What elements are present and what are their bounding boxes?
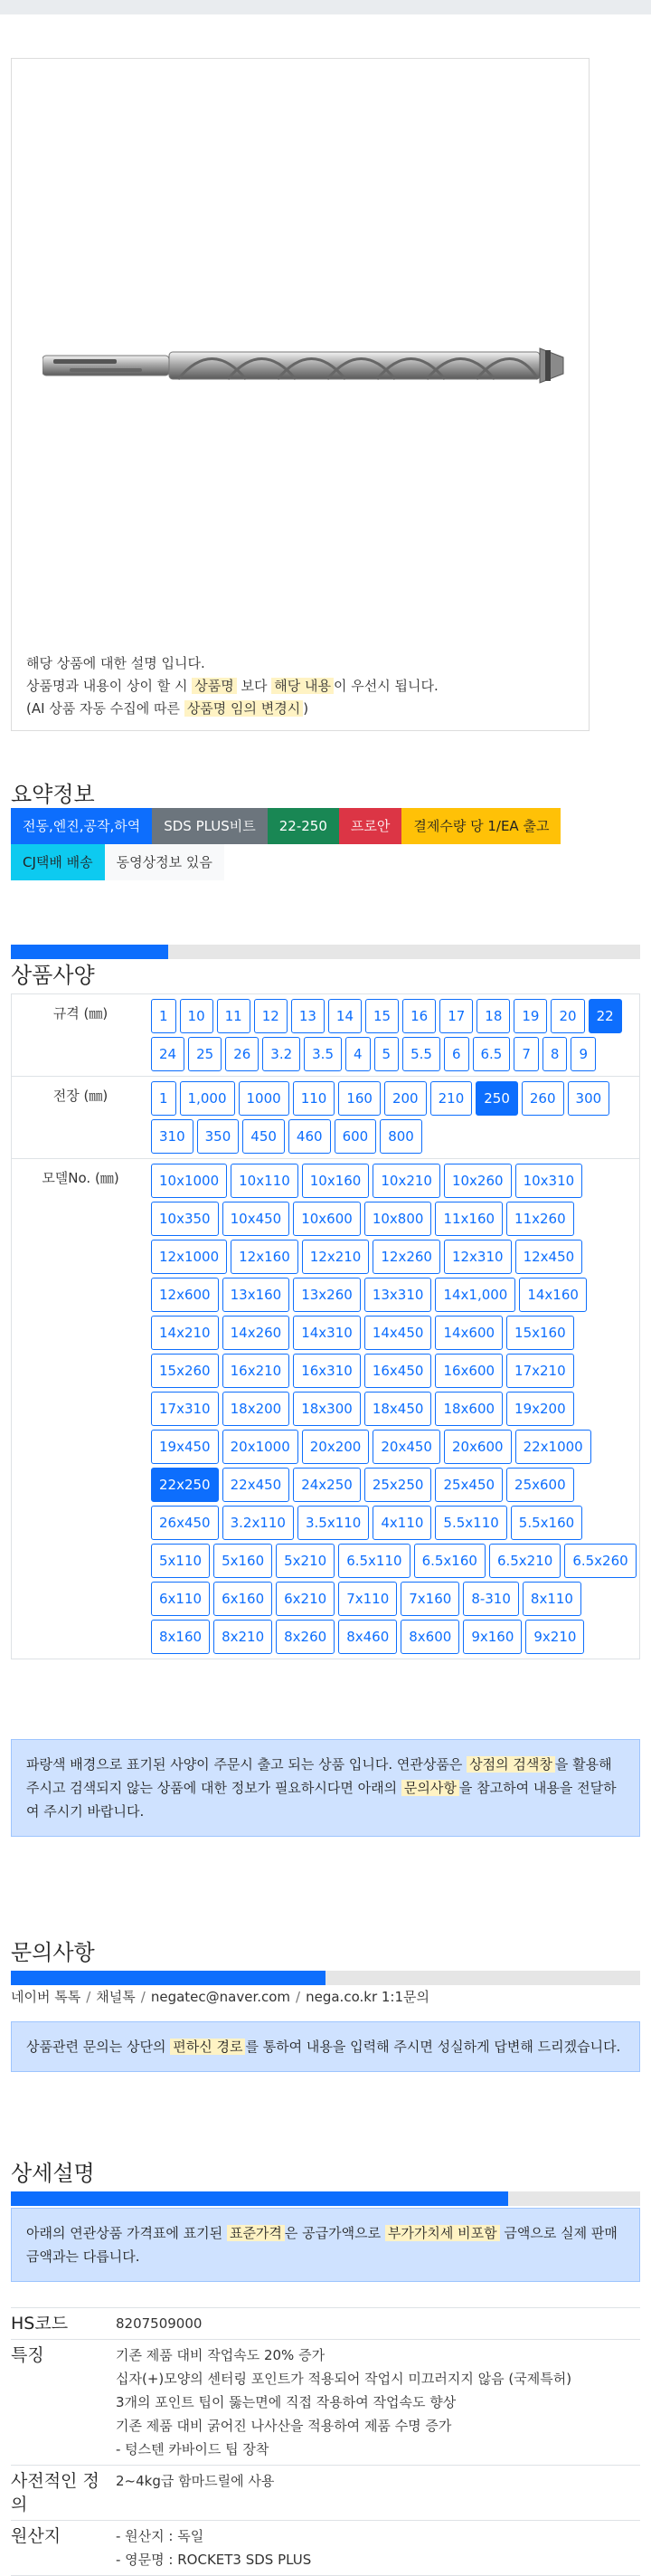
desc-text: 이 우선시 됩니다. bbox=[334, 678, 439, 694]
spec-option[interactable]: 12x1000 bbox=[151, 1240, 227, 1274]
spec-row bbox=[12, 1077, 639, 1159]
inquiry-progress-bar bbox=[11, 1971, 640, 1985]
spec-option[interactable]: 5.5x160 bbox=[511, 1506, 582, 1540]
spec-option[interactable]: 5.5x110 bbox=[435, 1506, 506, 1540]
spec-option[interactable]: 350 bbox=[197, 1119, 240, 1154]
spec-option[interactable]: 7x110 bbox=[338, 1582, 397, 1616]
spec-option[interactable]: 25 bbox=[188, 1037, 222, 1071]
detail-title: 상세설명 bbox=[11, 2161, 95, 2186]
spec-option[interactable]: 25x450 bbox=[435, 1468, 503, 1502]
spec-option[interactable]: 450 bbox=[242, 1119, 285, 1154]
highlight: 상점의 검색창 bbox=[467, 1756, 555, 1773]
spec-option[interactable]: 10x260 bbox=[444, 1164, 512, 1198]
info-label: 원산지 bbox=[11, 2526, 61, 2546]
spec-option[interactable]: 18x450 bbox=[364, 1392, 432, 1426]
info-line: 기존 제품 대비 작업속도 20% 증가 bbox=[116, 2347, 326, 2363]
summary-tag: 22-250 bbox=[268, 808, 339, 844]
info-row bbox=[11, 2308, 640, 2340]
spec-option[interactable]: 10x110 bbox=[231, 1164, 298, 1198]
spec-option[interactable]: 8x600 bbox=[401, 1620, 459, 1654]
spec-options bbox=[149, 1077, 639, 1158]
spec-option[interactable]: 8x260 bbox=[276, 1620, 335, 1654]
desc-line-3 bbox=[26, 698, 439, 720]
inquiry-progress-fill bbox=[11, 1971, 326, 1985]
desc-line-2 bbox=[26, 675, 439, 698]
spec-option[interactable]: 14x260 bbox=[222, 1316, 290, 1350]
info-row bbox=[11, 2466, 640, 2521]
spec-option[interactable]: 600 bbox=[335, 1119, 377, 1154]
desc-text: 상품명과 내용이 상이 할 시 bbox=[26, 678, 188, 694]
spec-option[interactable]: 8 bbox=[542, 1037, 568, 1071]
spec-option[interactable]: 10x310 bbox=[515, 1164, 583, 1198]
spec-option[interactable]: 14x1,000 bbox=[435, 1278, 515, 1312]
spec-option[interactable]: 8x160 bbox=[151, 1620, 210, 1654]
note-text: 아래의 연관상품 가격표에 표기된 bbox=[26, 2225, 223, 2241]
spec-option[interactable]: 18x600 bbox=[435, 1392, 503, 1426]
spec-option[interactable]: 26 bbox=[225, 1037, 259, 1071]
info-value bbox=[116, 2466, 640, 2520]
spec-option[interactable]: 16 bbox=[402, 999, 436, 1033]
spec-option[interactable]: 11x260 bbox=[506, 1202, 574, 1236]
spec-option[interactable]: 12x450 bbox=[515, 1240, 583, 1274]
detail-note bbox=[11, 2208, 640, 2282]
spec-option[interactable]: 9 bbox=[571, 1037, 596, 1071]
spec-option[interactable]: 19x450 bbox=[151, 1430, 219, 1464]
contact-link[interactable]: nega.co.kr 1:1문의 bbox=[306, 1989, 429, 2005]
spec-option[interactable]: 12 bbox=[254, 999, 288, 1033]
spec-option[interactable]: 14x160 bbox=[519, 1278, 587, 1312]
spec-option[interactable]: 12x310 bbox=[444, 1240, 512, 1274]
spec-option[interactable]: 13x160 bbox=[222, 1278, 290, 1312]
detail-progress-bar bbox=[11, 2191, 640, 2206]
separator: / bbox=[86, 1989, 91, 2005]
summary-tag: CJ택배 배송 bbox=[11, 844, 105, 880]
spec-option[interactable]: 15x260 bbox=[151, 1354, 219, 1388]
spec-option[interactable]: 14 bbox=[328, 999, 362, 1033]
summary-tag: 프로안 bbox=[339, 808, 401, 844]
spec-option[interactable]: 11 bbox=[217, 999, 250, 1033]
spec-option[interactable]: 3.5x110 bbox=[297, 1506, 369, 1540]
spec-option[interactable]: 25x250 bbox=[364, 1468, 432, 1502]
spec-option[interactable]: 13x310 bbox=[364, 1278, 432, 1312]
spec-option-selected[interactable]: 22x250 bbox=[151, 1468, 219, 1502]
info-line: 3개의 포인트 팁이 뚫는면에 직접 작용하여 작업속도 향상 bbox=[116, 2394, 457, 2410]
spec-progress-bar bbox=[11, 945, 640, 959]
spec-option[interactable]: 20 bbox=[551, 999, 584, 1033]
product-image-box bbox=[11, 58, 590, 731]
info-line: - 영문명 : ROCKET3 SDS PLUS bbox=[116, 2552, 312, 2568]
spec-options bbox=[149, 994, 639, 1076]
spec-option[interactable]: 24x250 bbox=[293, 1468, 361, 1502]
spec-option[interactable]: 19 bbox=[514, 999, 547, 1033]
spec-option[interactable]: 10x600 bbox=[293, 1202, 361, 1236]
spec-option[interactable]: 16x310 bbox=[293, 1354, 361, 1388]
info-label: 특징 bbox=[11, 2345, 44, 2365]
separator: / bbox=[296, 1989, 301, 2005]
spec-option[interactable]: 10x450 bbox=[222, 1202, 290, 1236]
spec-option[interactable]: 8x210 bbox=[213, 1620, 272, 1654]
spec-option[interactable]: 5.5 bbox=[402, 1037, 440, 1071]
spec-option[interactable]: 1 bbox=[151, 999, 176, 1033]
spec-option[interactable]: 11x160 bbox=[435, 1202, 503, 1236]
spec-option[interactable]: 160 bbox=[338, 1081, 381, 1116]
contact-link[interactable]: negatec@naver.com bbox=[150, 1989, 291, 2005]
summary-tag: 결제수량 당 1/EA 출고 bbox=[401, 808, 561, 844]
info-label: 사전적인 정의 bbox=[11, 2471, 99, 2514]
info-line: 2~4kg급 함마드릴에 사용 bbox=[116, 2473, 275, 2489]
info-label: HS코드 bbox=[11, 2314, 69, 2334]
spec-option[interactable]: 3.2x110 bbox=[222, 1506, 294, 1540]
spec-option[interactable]: 17x310 bbox=[151, 1392, 219, 1426]
spec-option[interactable]: 20x1000 bbox=[222, 1430, 298, 1464]
info-line: 십자(+)모양의 센터링 포인트가 적용되어 작업시 미끄러지지 않음 (국제특허) bbox=[116, 2371, 572, 2387]
info-line: - 원산지 : 독일 bbox=[116, 2528, 204, 2544]
spec-table bbox=[11, 993, 640, 1659]
spec-option[interactable]: 110 bbox=[293, 1081, 335, 1116]
spec-option[interactable]: 17 bbox=[439, 999, 473, 1033]
spec-option[interactable]: 10 bbox=[180, 999, 213, 1033]
spec-option[interactable]: 5 bbox=[374, 1037, 400, 1071]
spec-option-selected[interactable]: 22 bbox=[589, 999, 622, 1033]
inquiry-title: 문의사항 bbox=[11, 1940, 95, 1965]
highlight: 편하신 경로 bbox=[170, 2039, 245, 2055]
spec-option[interactable]: 19x200 bbox=[506, 1392, 574, 1426]
spec-option[interactable]: 12x600 bbox=[151, 1278, 219, 1312]
spec-option[interactable]: 4x110 bbox=[373, 1506, 431, 1540]
spec-option[interactable]: 4 bbox=[345, 1037, 371, 1071]
spec-option[interactable]: 5x210 bbox=[276, 1544, 335, 1578]
spec-option[interactable]: 17x210 bbox=[506, 1354, 574, 1388]
spec-option[interactable]: 13 bbox=[291, 999, 325, 1033]
spec-option[interactable]: 460 bbox=[288, 1119, 331, 1154]
note-text: 을 활용해 주시고 검색되지 않는 상품에 대한 정보가 필요하시다면 아래의 bbox=[26, 1756, 612, 1796]
spec-option[interactable]: 8x110 bbox=[523, 1582, 581, 1616]
spec-option[interactable]: 6.5x210 bbox=[489, 1544, 561, 1578]
summary-tag: 전동,엔진,공작,하역 bbox=[11, 808, 152, 844]
highlight: 상품명 임의 변경시 bbox=[184, 700, 303, 717]
spec-option[interactable]: 26x450 bbox=[151, 1506, 219, 1540]
spec-option[interactable]: 16x450 bbox=[364, 1354, 432, 1388]
desc-text: 보다 bbox=[241, 678, 268, 694]
spec-option[interactable]: 310 bbox=[151, 1119, 193, 1154]
spec-option[interactable]: 14x210 bbox=[151, 1316, 219, 1350]
inquiry-note bbox=[11, 2021, 640, 2072]
spec-option[interactable]: 12x260 bbox=[373, 1240, 440, 1274]
spec-option[interactable]: 20x600 bbox=[444, 1430, 512, 1464]
spec-option[interactable]: 300 bbox=[568, 1081, 610, 1116]
desc-line-1: 해당 상품에 대한 설명 입니다. bbox=[26, 655, 205, 671]
note-text: 은 공급가액으로 bbox=[284, 2225, 382, 2241]
note-text: 파랑색 배경으로 표기된 사양이 주문시 출고 되는 상품 입니다. 연관상품은 bbox=[26, 1756, 463, 1773]
spec-option[interactable]: 25x600 bbox=[506, 1468, 574, 1502]
drill-bit-image bbox=[42, 330, 567, 403]
product-description bbox=[26, 652, 439, 720]
contact-links bbox=[11, 1987, 429, 2006]
spec-option[interactable]: 6x110 bbox=[151, 1582, 210, 1616]
spec-option[interactable]: 15 bbox=[365, 999, 399, 1033]
spec-option[interactable]: 15x160 bbox=[506, 1316, 574, 1350]
info-line: 8207509000 bbox=[116, 2315, 203, 2332]
spec-option[interactable]: 10x1000 bbox=[151, 1164, 227, 1198]
spec-option[interactable]: 7 bbox=[514, 1037, 539, 1071]
spec-option[interactable]: 800 bbox=[380, 1119, 422, 1154]
spec-option[interactable]: 24 bbox=[151, 1037, 184, 1071]
top-bar bbox=[0, 0, 651, 14]
spec-option[interactable]: 14x600 bbox=[435, 1316, 503, 1350]
spec-option[interactable]: 20x450 bbox=[373, 1430, 440, 1464]
spec-option[interactable]: 5x160 bbox=[213, 1544, 272, 1578]
spec-option[interactable]: 3.2 bbox=[262, 1037, 300, 1071]
spec-option[interactable]: 13x260 bbox=[293, 1278, 361, 1312]
spec-option[interactable]: 10x160 bbox=[302, 1164, 370, 1198]
spec-option[interactable]: 6x160 bbox=[213, 1582, 272, 1616]
spec-option[interactable]: 14x450 bbox=[364, 1316, 432, 1350]
spec-option-selected[interactable]: 250 bbox=[476, 1081, 518, 1116]
spec-label: 모델No. (㎜) bbox=[42, 1170, 119, 1186]
contact-link[interactable]: 네이버 톡톡 bbox=[11, 1989, 81, 2005]
spec-option[interactable]: 22x450 bbox=[222, 1468, 290, 1502]
highlight: 해당 내용 bbox=[271, 678, 334, 694]
summary-tag: 동영상정보 있음 bbox=[105, 844, 224, 880]
spec-option[interactable]: 200 bbox=[384, 1081, 427, 1116]
spec-option[interactable]: 5x110 bbox=[151, 1544, 210, 1578]
spec-option[interactable]: 1000 bbox=[239, 1081, 289, 1116]
highlight: 상품명 bbox=[192, 678, 236, 694]
spec-option[interactable]: 6.5x110 bbox=[338, 1544, 410, 1578]
spec-option[interactable]: 210 bbox=[430, 1081, 473, 1116]
spec-option[interactable]: 3.5 bbox=[304, 1037, 342, 1071]
separator: / bbox=[140, 1989, 146, 2005]
spec-option[interactable]: 16x600 bbox=[435, 1354, 503, 1388]
info-value bbox=[116, 2340, 640, 2465]
spec-title: 상품사양 bbox=[11, 963, 95, 988]
spec-label: 전장 (㎜) bbox=[52, 1088, 108, 1104]
spec-option[interactable]: 1,000 bbox=[180, 1081, 235, 1116]
desc-text: ) bbox=[303, 700, 309, 717]
detail-progress-fill bbox=[11, 2191, 508, 2206]
spec-label: 규격 (㎜) bbox=[52, 1005, 108, 1022]
spec-option[interactable]: 10x800 bbox=[364, 1202, 432, 1236]
info-line: - 텅스텐 카바이드 팁 장착 bbox=[116, 2441, 269, 2457]
spec-option[interactable]: 20x200 bbox=[302, 1430, 370, 1464]
summary-tags bbox=[11, 808, 635, 880]
spec-option[interactable]: 14x310 bbox=[293, 1316, 361, 1350]
spec-option[interactable]: 8-310 bbox=[463, 1582, 519, 1616]
highlight: 문의사항 bbox=[401, 1780, 459, 1796]
spec-option[interactable]: 10x210 bbox=[373, 1164, 440, 1198]
highlight: 표준가격 bbox=[227, 2225, 285, 2241]
spec-option[interactable]: 6.5 bbox=[473, 1037, 511, 1071]
info-value bbox=[116, 2308, 640, 2339]
spec-option[interactable]: 18 bbox=[476, 999, 510, 1033]
spec-option[interactable]: 6.5x260 bbox=[564, 1544, 636, 1578]
spec-option[interactable]: 22x1000 bbox=[515, 1430, 591, 1464]
spec-option[interactable]: 6.5x160 bbox=[414, 1544, 486, 1578]
summary-title: 요약정보 bbox=[11, 782, 95, 807]
spec-option[interactable]: 18x200 bbox=[222, 1392, 290, 1426]
spec-option[interactable]: 1 bbox=[151, 1081, 176, 1116]
desc-text: (AI 상품 자동 수집에 따른 bbox=[26, 700, 181, 717]
note-text: 을 참고하여 내용을 전달하여 주시기 바랍니다. bbox=[26, 1780, 617, 1820]
spec-option[interactable]: 10x350 bbox=[151, 1202, 219, 1236]
spec-options bbox=[149, 1159, 639, 1659]
spec-option[interactable]: 6 bbox=[444, 1037, 469, 1071]
note-text: 상품관련 문의는 상단의 bbox=[26, 2039, 166, 2055]
spec-option[interactable]: 18x300 bbox=[293, 1392, 361, 1426]
detail-info-table bbox=[11, 2307, 640, 2576]
info-value bbox=[116, 2521, 640, 2575]
spec-option[interactable]: 12x210 bbox=[302, 1240, 370, 1274]
spec-option[interactable]: 6x210 bbox=[276, 1582, 335, 1616]
spec-row bbox=[12, 1159, 639, 1659]
info-row bbox=[11, 2340, 640, 2466]
note-text: 금액으로 실제 판매금액과는 다릅니다. bbox=[26, 2225, 618, 2265]
note-text: 를 통하여 내용을 입력해 주시면 성실하게 답변해 드리겠습니다. bbox=[245, 2039, 621, 2055]
spec-option[interactable]: 12x160 bbox=[231, 1240, 298, 1274]
spec-option[interactable]: 16x210 bbox=[222, 1354, 290, 1388]
contact-link[interactable]: 채널톡 bbox=[96, 1989, 136, 2005]
spec-option[interactable]: 260 bbox=[522, 1081, 564, 1116]
spec-option[interactable]: 8x460 bbox=[338, 1620, 397, 1654]
info-line: 기존 제품 대비 굵어진 나사산을 적용하여 제품 수명 증가 bbox=[116, 2418, 452, 2434]
spec-note bbox=[11, 1739, 640, 1837]
summary-tag: SDS PLUS비트 bbox=[152, 808, 268, 844]
spec-row bbox=[12, 994, 639, 1077]
spec-option[interactable]: 9x160 bbox=[463, 1620, 522, 1654]
spec-option[interactable]: 9x210 bbox=[525, 1620, 584, 1654]
highlight: 부가가치세 비포함 bbox=[385, 2225, 500, 2241]
spec-option[interactable]: 7x160 bbox=[401, 1582, 459, 1616]
info-row bbox=[11, 2521, 640, 2576]
